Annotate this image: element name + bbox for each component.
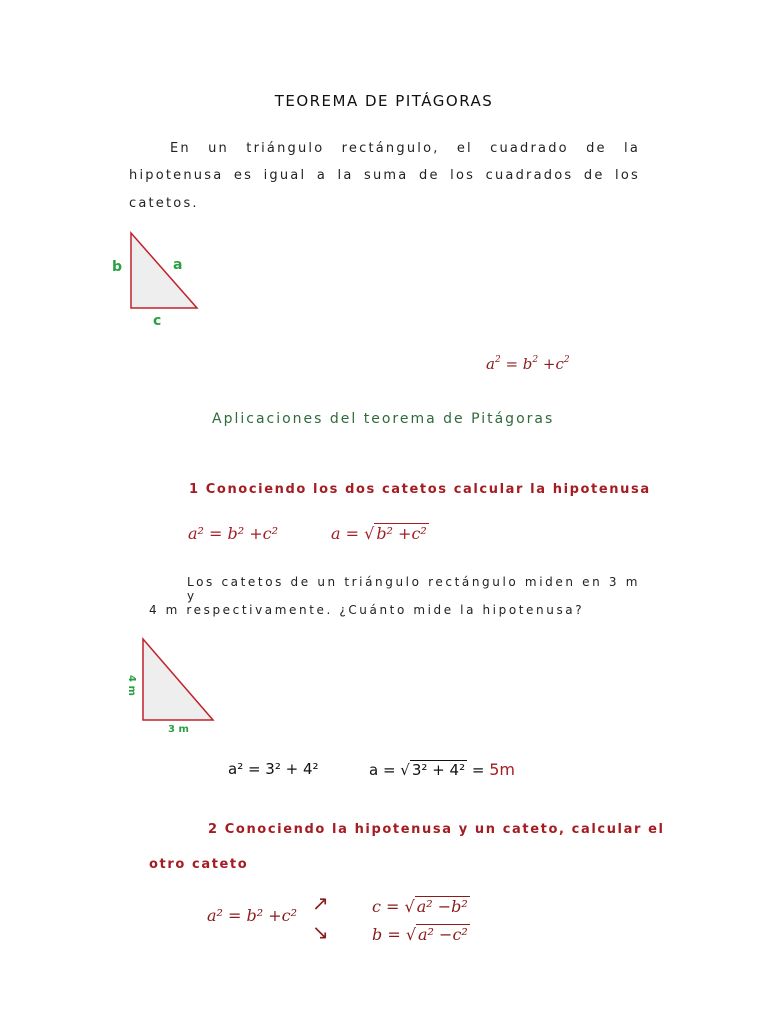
section2-formula-left: a² = b² +c²: [207, 906, 298, 925]
section1-formula-left: a² = b² +c²: [188, 524, 279, 543]
section1-calc-result: 5m: [489, 760, 515, 779]
section2-result-b: b = √ a² −c²: [372, 925, 468, 944]
section1-calc-left: a² = 3² + 4²: [228, 760, 319, 778]
intro-line-2: hipotenusa es igual a la suma de los cuadrados de los: [129, 168, 640, 183]
intro-line-1: En un triángulo rectángulo, el cuadrado de la: [170, 141, 640, 156]
section1-problem-line-1: Los catetos de un triángulo rectángulo miden en 3 m y: [187, 575, 640, 603]
example-triangle-diagram: [135, 632, 225, 728]
section1-formula-right: a = √ b² +c²: [331, 524, 427, 543]
section1-problem-line-2: 4 m respectivamente. ¿Cuánto mide la hipotenusa?: [149, 603, 585, 617]
arrow-down-right-icon: ↘: [312, 920, 329, 944]
triangle-shape: [131, 233, 197, 308]
section2-heading-line-2: otro cateto: [149, 857, 249, 872]
section2-heading-line-1: 2 Conociendo la hipotenusa y un cateto, calcular el: [208, 822, 665, 837]
arrow-up-right-icon: ↗: [312, 891, 329, 915]
example-triangle-label-side: 4 m: [126, 675, 137, 696]
main-formula: $a^2 = b^2 +c^2$: [486, 355, 570, 373]
example-triangle-shape: [143, 639, 213, 720]
triangle-label-b: b: [112, 259, 123, 275]
page-title: TEOREMA DE PITÁGORAS: [274, 92, 494, 110]
triangle-label-c: c: [153, 313, 162, 329]
applications-title: Aplicaciones del teorema de Pitágoras: [212, 411, 555, 427]
section2-result-c: c = √ a² −b²: [372, 897, 468, 916]
example-triangle-label-base: 3 m: [168, 724, 189, 735]
right-triangle-diagram: [120, 225, 210, 315]
section1-heading: 1 Conociendo los dos catetos calcular la hipotenusa: [189, 482, 651, 497]
intro-line-3: catetos.: [129, 196, 199, 211]
triangle-label-a: a: [173, 257, 183, 273]
section1-calc-right: a = √ 3² + 4² = 5m: [369, 760, 515, 779]
